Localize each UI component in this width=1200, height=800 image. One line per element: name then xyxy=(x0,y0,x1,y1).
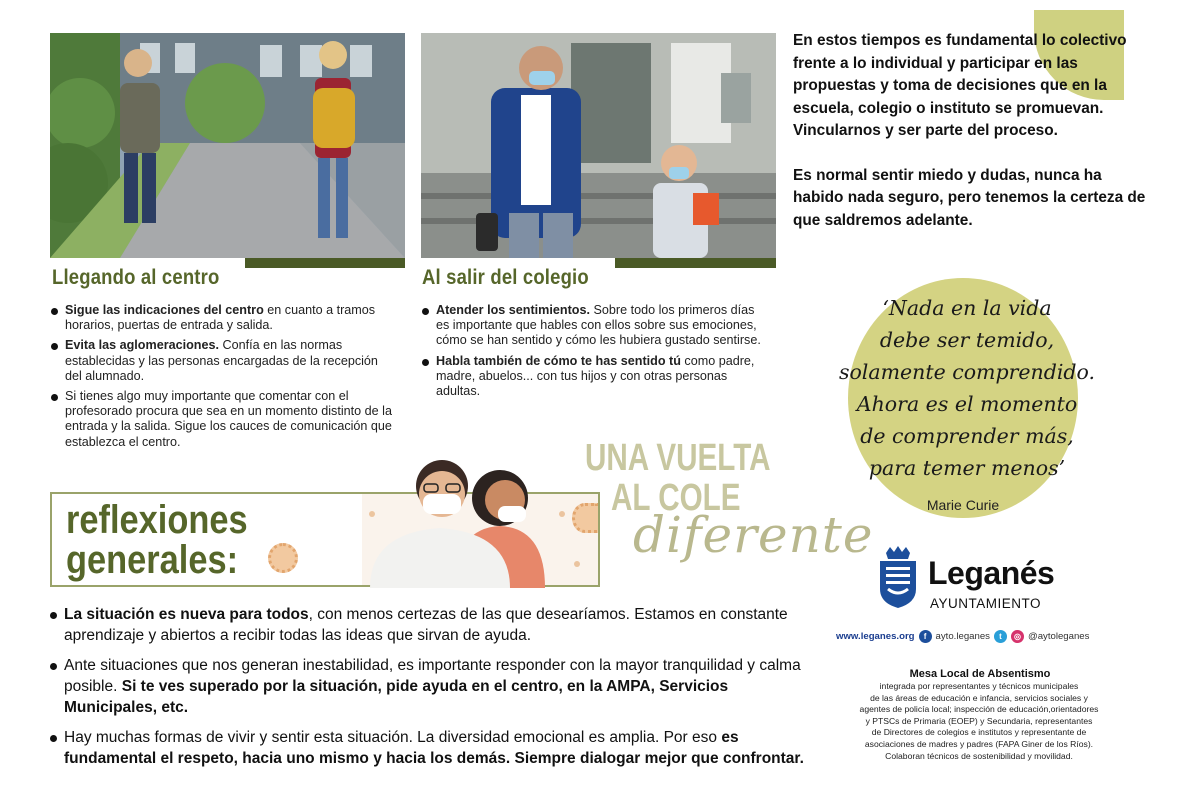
intro-paragraph: Es normal sentir miedo y dudas, nunca ha habido nada seguro, pero tenemos la certeza de que saldremos adelante. xyxy=(793,166,1146,229)
virus-icon xyxy=(572,503,598,533)
list-item: La situación es nueva para todos, con menos certezas de las que desearíamos. Estamos en constante aprendizaje y abiertos a recibir todas las ideas que sirvan de ayuda. xyxy=(50,604,810,646)
photo-father-child xyxy=(421,33,776,258)
marie-curie-quote: ‘Nada en la vida debe ser temido, solamente comprendido. Ahora es el momento de comprender más, para temer menos’ xyxy=(838,296,1096,480)
section-title-arrival: Llegando al centro xyxy=(52,266,220,289)
leaving-bullet-list xyxy=(421,303,771,404)
section-title-leaving: Al salir del colegio xyxy=(422,266,589,289)
virus-icon xyxy=(268,543,298,573)
website-link[interactable]: www.leganes.org xyxy=(836,630,915,642)
list-item: Si tienes algo muy importante que comentar con el profesorado procura que sea en un momento distinto de la entrada y la salida. Sigue los cauces de comunicación que establezca el centro. xyxy=(50,389,395,450)
photo-kids-walking xyxy=(50,33,405,258)
campaign-title xyxy=(585,437,874,588)
leganes-shield-logo xyxy=(876,545,920,609)
list-item: Evita las aglomeraciones. Confía en las normas establecidas y las personas encargadas de la recepción del alumnado. xyxy=(50,338,395,384)
facebook-handle[interactable]: ayto.leganes xyxy=(935,630,990,642)
quote-author: Marie Curie xyxy=(926,497,1000,513)
instagram-icon[interactable]: ◎ xyxy=(1011,630,1024,643)
list-item: Ante situaciones que nos generan inestabilidad, es importante responder con la mayor tranquilidad y calma posible. Si te ves superado por la situación, pide ayuda en el centro, en la AMPA, Servicios Municipales, etc. xyxy=(50,655,810,718)
reflexiones-bullet-list xyxy=(50,604,810,778)
mesa-description: integrada por representantes y técnicos municipales de las áreas de educación e infancia, servicios sociales y agentes de policía local; inspección de educación,orientadores y PTSCs de Primaria (EOEP) y Secundaria, representantes de Directores de colegios e institutos y representante de asociaciones de madres y padres (FAPA Giner de los Ríos). Colaboran técnicos de sostenibilidad y movilidad. xyxy=(859,681,1099,761)
list-item: Hay muchas formas de vivir y sentir esta situación. La diversidad emocional es amplia. Por eso es fundamental el respeto, hacia uno mismo y hacia los demás. Siempre dialogar mejor que confrontar. xyxy=(50,727,810,769)
facebook-icon[interactable]: f xyxy=(919,630,932,643)
campaign-line-2: AL COLE xyxy=(611,477,741,519)
social-links xyxy=(836,628,1089,644)
leganes-name: Leganés xyxy=(928,555,1055,591)
reflexiones-title: reflexiones generales: xyxy=(66,498,248,582)
mesa-title: Mesa Local de Absentismo xyxy=(909,668,1051,680)
intro-paragraph: En estos tiempos es fundamental lo colectivo frente a lo individual y participar en las propuestas y toma de decisiones que en la escuela, colegio o instituto se promuevan. Vincularnos y ser parte del proceso. xyxy=(793,32,1127,139)
twitter-icon[interactable]: t xyxy=(994,630,1007,643)
social-handle[interactable]: @aytoleganes xyxy=(1027,630,1090,642)
list-item: Habla también de cómo te has sentido tú como padre, madre, abuelos... con tus hijos y con otras personas adultas. xyxy=(421,354,771,400)
arrival-bullet-list xyxy=(50,303,395,455)
list-item: Atender los sentimientos. Sobre todo los primeros días es importante que hables con ellos sobre sus emociones, cómo se han sentido y cómo les hubiera gustado sentirse. xyxy=(421,303,771,349)
ayuntamiento-label: AYUNTAMIENTO xyxy=(930,596,1042,611)
masked-people-illustration xyxy=(360,448,560,588)
photo-divider-bar xyxy=(245,258,405,268)
list-item: Sigue las indicaciones del centro en cuanto a tramos horarios, puertas de entrada y salida. xyxy=(50,303,395,333)
campaign-line-3: diferente xyxy=(633,506,874,564)
photo-divider-bar xyxy=(615,258,776,268)
campaign-line-1: UNA VUELTA xyxy=(585,437,771,479)
intro-text xyxy=(793,30,1153,254)
